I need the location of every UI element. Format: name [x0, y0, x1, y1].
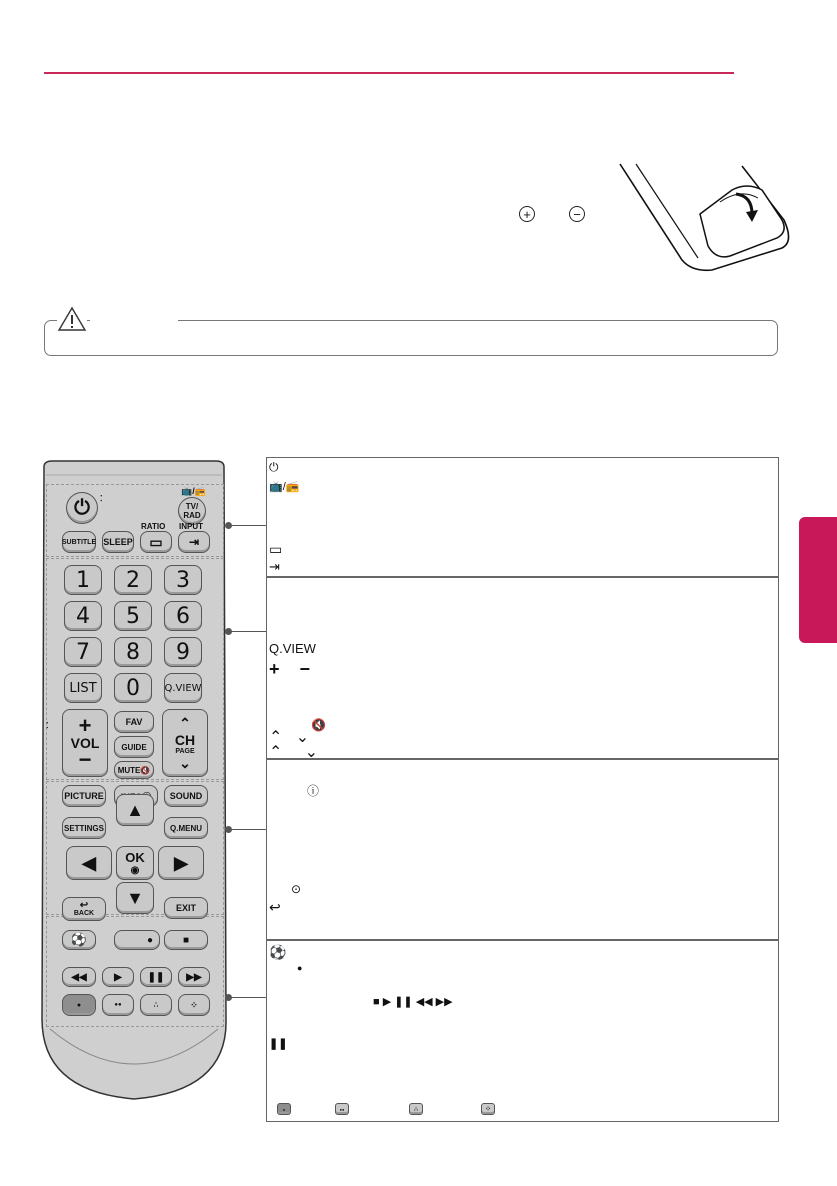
remote-control: [40, 459, 228, 1109]
rewind-button[interactable]: ◀◀: [62, 967, 96, 987]
connector-line-1: [228, 525, 266, 526]
volume-label: VOL: [70, 735, 100, 751]
panel4-live-icon: ⚽: [269, 944, 287, 960]
channel-rocker[interactable]: [162, 709, 208, 777]
number-5-button[interactable]: 5: [114, 601, 152, 631]
pause-button[interactable]: ❚❚: [140, 967, 172, 987]
panel2-page-arrows: ⌃ ⌄: [269, 744, 319, 761]
fast-forward-button[interactable]: ▶▶: [178, 967, 210, 987]
connector-line-3: [228, 829, 266, 830]
number-0-button[interactable]: 0: [114, 673, 152, 703]
power-button[interactable]: ⏻: [66, 492, 98, 524]
input-label: INPUT: [179, 522, 203, 531]
panel4-record-icon: ●: [297, 963, 303, 973]
caution-box: [44, 320, 778, 356]
ok-button[interactable]: [116, 846, 154, 880]
number-7-button[interactable]: 7: [64, 637, 102, 667]
panel4-playback-icons: ■ ▶ ❚❚ ◀◀ ▶▶: [373, 996, 453, 1008]
minus-symbol-icon: −: [569, 206, 585, 222]
sound-button[interactable]: SOUND: [164, 785, 208, 807]
back-button[interactable]: [62, 897, 106, 921]
nav-up-button[interactable]: ▲: [116, 794, 154, 826]
connector-line-4: [228, 997, 266, 998]
number-9-button[interactable]: 9: [164, 637, 202, 667]
fav-button[interactable]: FAV: [114, 711, 154, 733]
panel1-power-icon: ⏻: [269, 460, 279, 474]
warning-icon: [57, 306, 87, 332]
picture-button[interactable]: PICTURE: [62, 785, 106, 807]
power-dots: ⁚: [100, 494, 103, 503]
input-button[interactable]: ⇥: [178, 531, 210, 553]
panel3-back-icon: ↩: [269, 899, 281, 915]
panel1-ratio-icon: ▭: [269, 541, 283, 557]
exit-button[interactable]: EXIT: [164, 897, 208, 919]
sleep-button[interactable]: SLEEP: [102, 531, 134, 553]
subtitle-button[interactable]: SUBTITLE: [62, 531, 96, 553]
tv-rad-button[interactable]: TV/ RAD: [178, 497, 206, 525]
language-side-tab: [799, 517, 837, 643]
panel4-red-key-icon: ●: [277, 1103, 291, 1115]
back-label: BACK: [73, 910, 95, 917]
connector-line-2: [228, 631, 266, 632]
plus-symbol-icon: +: [519, 206, 535, 222]
number-4-button[interactable]: 4: [64, 601, 102, 631]
number-8-button[interactable]: 8: [114, 637, 152, 667]
number-3-button[interactable]: 3: [164, 565, 202, 595]
ratio-button[interactable]: ▭: [140, 531, 172, 553]
settings-button[interactable]: SETTINGS: [62, 817, 106, 839]
battery-cover-illustration: [612, 160, 792, 275]
qview-button[interactable]: Q.VIEW: [164, 673, 202, 703]
yellow-button[interactable]: ∴: [140, 994, 172, 1016]
panel2-volume-symbols: + −: [269, 659, 311, 679]
ratio-label: RATIO: [141, 522, 166, 531]
panel1-input-icon: ⇥: [269, 559, 280, 574]
page-label: PAGE: [175, 747, 195, 755]
panel-media-group: [266, 940, 779, 1122]
nav-left-button[interactable]: ◀: [66, 846, 112, 880]
mute-button[interactable]: MUTE🔇: [114, 761, 154, 779]
panel4-blue-key-icon: ⁘: [481, 1103, 495, 1115]
panel2-channel-arrows: ⌃ ⌄: [269, 729, 310, 746]
panel3-ok-icon: ⊙: [291, 882, 302, 896]
number-2-button[interactable]: 2: [114, 565, 152, 595]
panel3-info-icon: ⓘ: [307, 784, 320, 798]
number-1-button[interactable]: 1: [64, 565, 102, 595]
panel4-pause-icon: ❚❚: [269, 1038, 288, 1050]
volume-down-icon: −: [78, 747, 92, 772]
ok-label: OK: [125, 850, 145, 865]
panel-power-group: [266, 457, 779, 577]
channel-up-icon: ⌃: [179, 714, 191, 731]
header-rule: [44, 72, 734, 74]
panel2-mute-icon: 🔇: [311, 718, 326, 732]
live-menu-button[interactable]: ⚽: [62, 930, 96, 950]
back-icon: ↩: [79, 900, 89, 911]
ok-icon: ◉: [130, 865, 140, 876]
volume-up-icon: +: [78, 713, 92, 738]
green-button[interactable]: ●●: [102, 994, 134, 1016]
panel2-qview-label: Q.VIEW: [269, 641, 316, 656]
panel4-green-key-icon: ●●: [335, 1103, 349, 1115]
blue-button[interactable]: ⁘: [178, 994, 210, 1016]
panel4-yellow-key-icon: ∴: [409, 1103, 423, 1115]
record-button[interactable]: ●: [114, 930, 160, 950]
volume-rocker[interactable]: [62, 709, 108, 777]
nav-down-button[interactable]: ▼: [116, 882, 154, 914]
vol-dots: ⁚: [46, 721, 49, 730]
number-6-button[interactable]: 6: [164, 601, 202, 631]
nav-right-button[interactable]: ▶: [158, 846, 204, 880]
red-button[interactable]: ●: [62, 994, 96, 1016]
panel-number-group: [266, 577, 779, 759]
caution-title-gap: [90, 319, 178, 322]
tv-rad-icon: 📺/📻: [181, 486, 206, 496]
channel-label: CH: [174, 731, 196, 748]
play-button[interactable]: ▶: [102, 967, 134, 987]
guide-button[interactable]: GUIDE: [114, 736, 154, 758]
qmenu-button[interactable]: Q.MENU: [164, 817, 208, 839]
panel-navigation-group: [266, 759, 779, 940]
channel-down-icon: ⌄: [179, 754, 191, 771]
panel1-tv-rad-icon: 📺/📻: [269, 481, 300, 493]
stop-button[interactable]: ■: [164, 930, 208, 950]
list-button[interactable]: LIST: [64, 673, 102, 703]
